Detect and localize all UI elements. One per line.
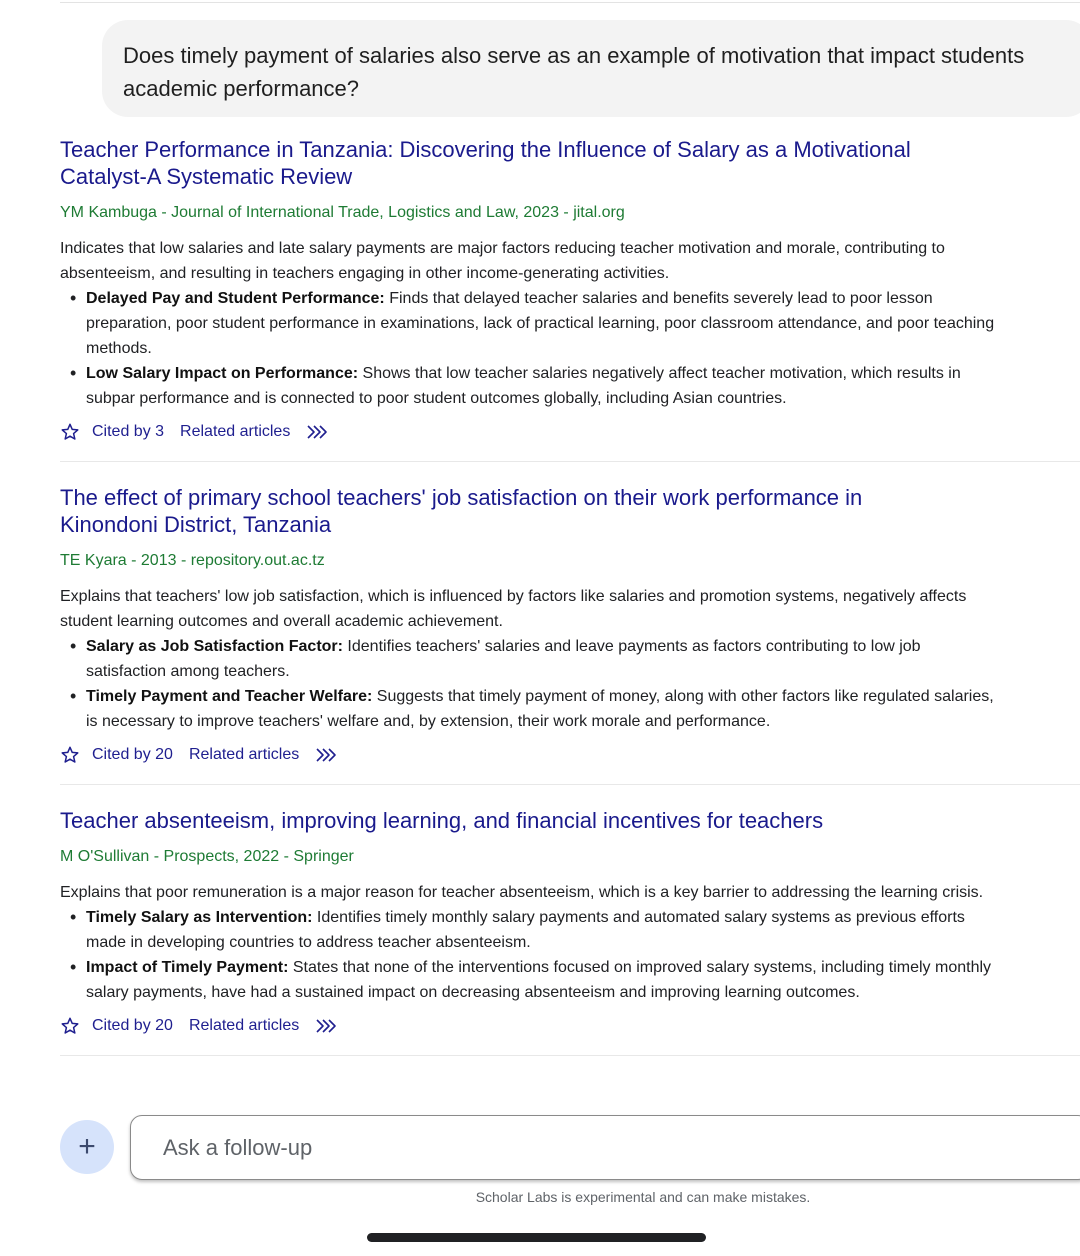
result-meta: YM Kambuga - Journal of International Trade, Logistics and Law, 2023 - jital.org	[60, 204, 625, 221]
cited-by-link[interactable]: Cited by 3	[92, 423, 165, 440]
bullet-heading: Salary as Job Satisfaction Factor:	[86, 638, 343, 655]
add-button[interactable]: +	[60, 1120, 114, 1174]
bullet-text: Finds that delayed teacher salaries and benefits severely lead to poor lesson preparation, poor student performance in examinations, lack of practical learning, poor classroom attendance, and poor teaching methods.	[86, 290, 995, 357]
bullet-item	[60, 286, 1005, 361]
bullet-text: Identifies timely monthly salary payments and automated salary systems as previous efforts made in developing countries to address teacher absenteeism.	[86, 909, 965, 951]
result-title-link[interactable]: Teacher Performance in Tanzania: Discovering the Influence of Salary as a Motivational Catalyst-A Systematic Review	[60, 137, 911, 189]
result-summary: Explains that poor remuneration is a major reason for teacher absenteeism, which is a key barrier to addressing the learning crisis.	[60, 884, 984, 901]
bullet-item	[60, 361, 1005, 411]
home-indicator[interactable]	[367, 1233, 706, 1242]
star-icon[interactable]	[60, 745, 80, 765]
result-bullets	[60, 286, 1080, 411]
results-list	[60, 136, 1080, 1078]
bullet-heading: Impact of Timely Payment:	[86, 959, 289, 976]
bullet-text: States that none of the interventions focused on improved salary systems, including timely monthly salary payments, have had a sustained impact on decreasing absenteeism and improving learning outcomes.	[86, 959, 992, 1001]
double-chevron-icon[interactable]	[306, 424, 328, 440]
result-actions	[60, 419, 1080, 445]
related-articles-link[interactable]: Related articles	[180, 423, 291, 440]
bullet-text: Suggests that timely payment of money, along with other factors like regulated salaries, is necessary to improve teachers' welfare and, by extension, their work morale and performance.	[86, 688, 994, 730]
bullet-heading: Delayed Pay and Student Performance:	[86, 290, 385, 307]
user-question-text: Does timely payment of salaries also serve as an example of motivation that impact students academic performance?	[123, 43, 1025, 101]
result-summary: Explains that teachers' low job satisfaction, which is influenced by factors like salaries and promotion systems, negatively affects student learning outcomes and overall academic achievement.	[60, 588, 967, 630]
related-articles-link[interactable]: Related articles	[188, 746, 300, 763]
result-meta: TE Kyara - 2013 - repository.out.ac.tz	[60, 552, 325, 569]
related-articles-link[interactable]: Related articles	[188, 1017, 300, 1034]
bullet-heading: Low Salary Impact on Performance:	[86, 365, 359, 382]
bullet-item	[60, 905, 1005, 955]
double-chevron-icon[interactable]	[315, 747, 337, 763]
result-divider	[60, 784, 1080, 785]
bullet-item	[60, 684, 1005, 734]
result-title-link[interactable]: The effect of primary school teachers' job satisfaction on their work performance in Kinondoni District, Tanzania	[60, 485, 863, 537]
cited-by-link[interactable]: Cited by 20	[92, 1017, 173, 1034]
top-divider	[60, 2, 1080, 3]
star-icon[interactable]	[60, 422, 80, 442]
bullet-heading: Timely Payment and Teacher Welfare:	[86, 688, 373, 705]
result-bullets	[60, 905, 1080, 1005]
result-summary: Indicates that low salaries and late salary payments are major factors reducing teacher motivation and morale, contributing to absenteeism, and resulting in teachers engaging in other income-generating activities.	[60, 240, 945, 282]
result-bullets	[60, 634, 1080, 734]
bullet-text: Shows that low teacher salaries negatively affect teacher motivation, which results in subpar performance and is connected to poor student outcomes globally, including Asian countries.	[86, 365, 961, 407]
star-icon[interactable]	[60, 1016, 80, 1036]
result-title-link[interactable]: Teacher absenteeism, improving learning, and financial incentives for teachers	[60, 808, 824, 833]
result-divider	[60, 461, 1080, 462]
result-meta: M O'Sullivan - Prospects, 2022 - Springer	[60, 848, 354, 865]
user-question-bubble	[102, 20, 1080, 117]
disclaimer-text: Scholar Labs is experimental and can make mistakes.	[475, 1189, 811, 1205]
bullet-heading: Timely Salary as Intervention:	[86, 909, 313, 926]
follow-up-input[interactable]	[130, 1115, 1080, 1180]
result-actions	[60, 1013, 1080, 1039]
result-item	[60, 484, 1080, 768]
double-chevron-icon[interactable]	[315, 1018, 337, 1034]
result-item	[60, 807, 1080, 1039]
bullet-text: Identifies teachers' salaries and leave payments as factors contributing to low job satisfaction among teachers.	[86, 638, 921, 680]
result-actions	[60, 742, 1080, 768]
result-divider	[60, 1055, 1080, 1056]
result-item	[60, 136, 1080, 445]
cited-by-link[interactable]: Cited by 20	[92, 746, 173, 763]
bullet-item	[60, 955, 1005, 1005]
bullet-item	[60, 634, 1005, 684]
